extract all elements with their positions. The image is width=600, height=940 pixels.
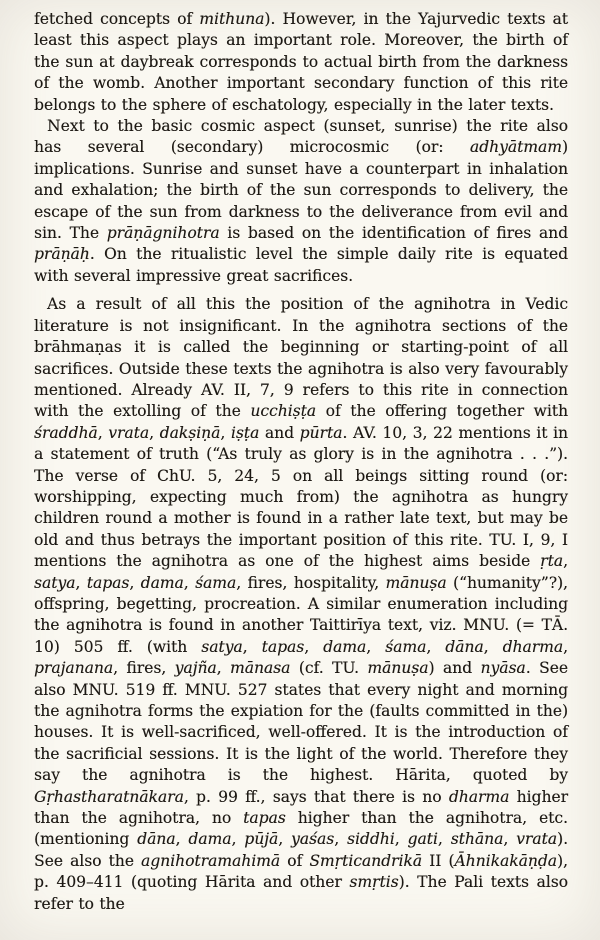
italic-term: mithuna xyxy=(199,10,265,28)
text-run: , xyxy=(97,423,109,442)
text-run: , xyxy=(216,659,231,678)
text-run: of xyxy=(280,851,310,870)
italic-term: smṛtis xyxy=(349,873,399,892)
text-run: . AV. 10, 3, 22 mentions it in a statement of truth (“As truly as glory is in the agnihotra . . .”). The verse of ChU. 5, 24, 5 on all beings sitting round (or: worshipping, expecting much from) the agnihotra as hungry children round a mother is found in a rather late text, but may be old and thus betrays the important position of this rite. TU. I, 9, I mentions the agnihotra as one of the highest aims beside xyxy=(34,423,568,571)
text-run: , xyxy=(183,573,196,592)
text-run: ). However, in the Yajurvedic texts at least this aspect plays an important role. Moreover, the birth of the sun at daybreak corresponds to actual birth from the darkness of the womb. Another important secondary function of this rite belongs to the sphere of eschatology, especially in the later texts. xyxy=(34,10,569,114)
italic-term: dama xyxy=(323,637,367,656)
text-run: Next to the basic cosmic aspect (sunset, sunrise) the rite also has several (secondary) microcosmic (or: xyxy=(34,117,568,157)
italic-term: śama xyxy=(195,573,237,592)
paragraph xyxy=(34,116,568,287)
text-run: , xyxy=(503,830,517,849)
text-run: , p. 99 ff., says that there is no xyxy=(183,787,449,806)
italic-term: tapas xyxy=(86,573,130,592)
text-run: ). The Pali texts also refer to the xyxy=(34,873,569,913)
italic-term: tapas xyxy=(261,637,305,656)
italic-term: mānuṣa xyxy=(367,659,429,678)
italic-term: śraddhā xyxy=(34,423,98,442)
italic-term: dakṣiṇā xyxy=(159,423,221,442)
text-run: (cf. TU. xyxy=(290,659,368,678)
italic-term: mānasa xyxy=(230,659,291,678)
italic-term: Smṛticandrikā xyxy=(309,851,423,870)
italic-term: ṛta xyxy=(540,552,564,571)
text-run: , xyxy=(149,423,160,442)
italic-term: pūjā xyxy=(244,830,279,849)
text-run: and xyxy=(259,423,300,442)
text-run: , xyxy=(426,637,446,656)
italic-term: agnihotramahimā xyxy=(141,851,281,870)
italic-term: prāṇāḥ xyxy=(34,245,90,264)
text-run: , xyxy=(483,637,503,656)
text-run: ) and xyxy=(428,659,481,678)
text-run: . See also MNU. 519 ff. MNU. 527 states that every night and morning the agnihotra forms the expiation for the (faults committed in the) houses. It is well-sacrificed, well-offered. It is the introduction of the sacrificial sessions. It is the light of the world. Therefore they say the agnihotra is the highest. Hārita, quoted by xyxy=(34,659,568,785)
italic-term: Gṛhastharatnākara xyxy=(34,787,184,806)
italic-term: nyāsa xyxy=(480,659,526,678)
italic-term: Āhnikakāṇḍa xyxy=(454,851,557,870)
italic-term: gati xyxy=(407,830,438,849)
text-run: , xyxy=(175,830,189,849)
italic-term: satya xyxy=(201,637,243,656)
text-run: , xyxy=(75,573,87,592)
italic-term: mānuṣa xyxy=(385,573,447,592)
text-run: (“humanity”?), offspring, begetting, procreation. A similar enumeration including the agnihotra is found in another Taittirīya text, viz. MNU. (= TĀ. 10) 505 ff. (with xyxy=(34,573,568,656)
text-run: II ( xyxy=(422,851,455,870)
italic-term: prajanana xyxy=(34,659,114,678)
text-run: . On the ritualistic level the simple daily rite is equated with several impressive great sacrifices. xyxy=(34,245,568,285)
text-run: higher than the agnihotra, no xyxy=(34,787,569,828)
italic-term: vrata xyxy=(108,423,150,442)
text-run: , xyxy=(242,637,262,656)
text-run: fetched concepts of xyxy=(34,10,200,28)
italic-term: dama xyxy=(140,573,184,592)
italic-term: iṣṭa xyxy=(230,423,260,442)
text-run: , xyxy=(437,830,451,849)
text-run: higher than the agnihotra, etc. (mentioning xyxy=(34,809,568,849)
italic-term: yajña xyxy=(174,659,217,678)
text-run: As a result of all this the position of the agnihotra in Vedic literature is not insignificant. In the agnihotra sections of the brāhmaṇas it is called the beginning or starting-point of all sacrifices. Outside these texts the agnihotra is also very favourably mentioned. Already AV. II, 7, 9 refers to this rite in connection with the extolling of the xyxy=(34,295,568,421)
page-text xyxy=(34,9,568,915)
italic-term: dharma xyxy=(502,637,564,656)
text-run: , xyxy=(304,637,324,656)
italic-term: adhyātmam xyxy=(469,138,562,157)
text-run: , xyxy=(563,637,569,656)
text-run: , xyxy=(366,637,386,656)
text-run: , xyxy=(278,830,292,849)
italic-term: sthāna xyxy=(450,830,504,849)
italic-term: prāṇāgnihotra xyxy=(106,224,220,243)
text-run: , xyxy=(394,830,408,849)
italic-term: siddhi xyxy=(347,830,395,849)
text-run: , fires, xyxy=(113,659,175,678)
text-run: , xyxy=(220,423,231,442)
text-run: of the offering together with xyxy=(316,402,568,421)
text-run: , xyxy=(563,552,568,571)
italic-term: yaśas xyxy=(291,830,335,849)
italic-term: pūrta xyxy=(299,423,343,442)
text-run: , fires, hospitality, xyxy=(236,573,386,592)
paragraph xyxy=(34,9,568,116)
paragraph xyxy=(34,294,568,915)
italic-term: dāna xyxy=(445,637,484,656)
text-run: , xyxy=(231,830,245,849)
text-run: ). See also the xyxy=(34,830,569,870)
italic-term: dharma xyxy=(448,787,510,806)
italic-term: ucchiṣṭa xyxy=(250,402,317,421)
text-run: is based on the identification of fires and xyxy=(219,224,568,243)
text-run: , xyxy=(334,830,347,849)
italic-term: vrata xyxy=(516,830,558,849)
text-run: ) implications. Sunrise and sunset have a counterpart in inhalation and exhalation; the birth of the sun corresponds to delivery, the escape of the sun from darkness to the deliverance from evil and sin. The xyxy=(34,138,568,243)
italic-term: satya xyxy=(34,573,76,592)
italic-term: śama xyxy=(385,637,427,656)
italic-term: dāna xyxy=(137,830,176,849)
italic-term: dama xyxy=(188,830,232,849)
text-run: , xyxy=(129,573,141,592)
italic-term: tapas xyxy=(243,809,286,828)
text-run: ), p. 409–411 (quoting Hārita and other xyxy=(34,851,568,892)
